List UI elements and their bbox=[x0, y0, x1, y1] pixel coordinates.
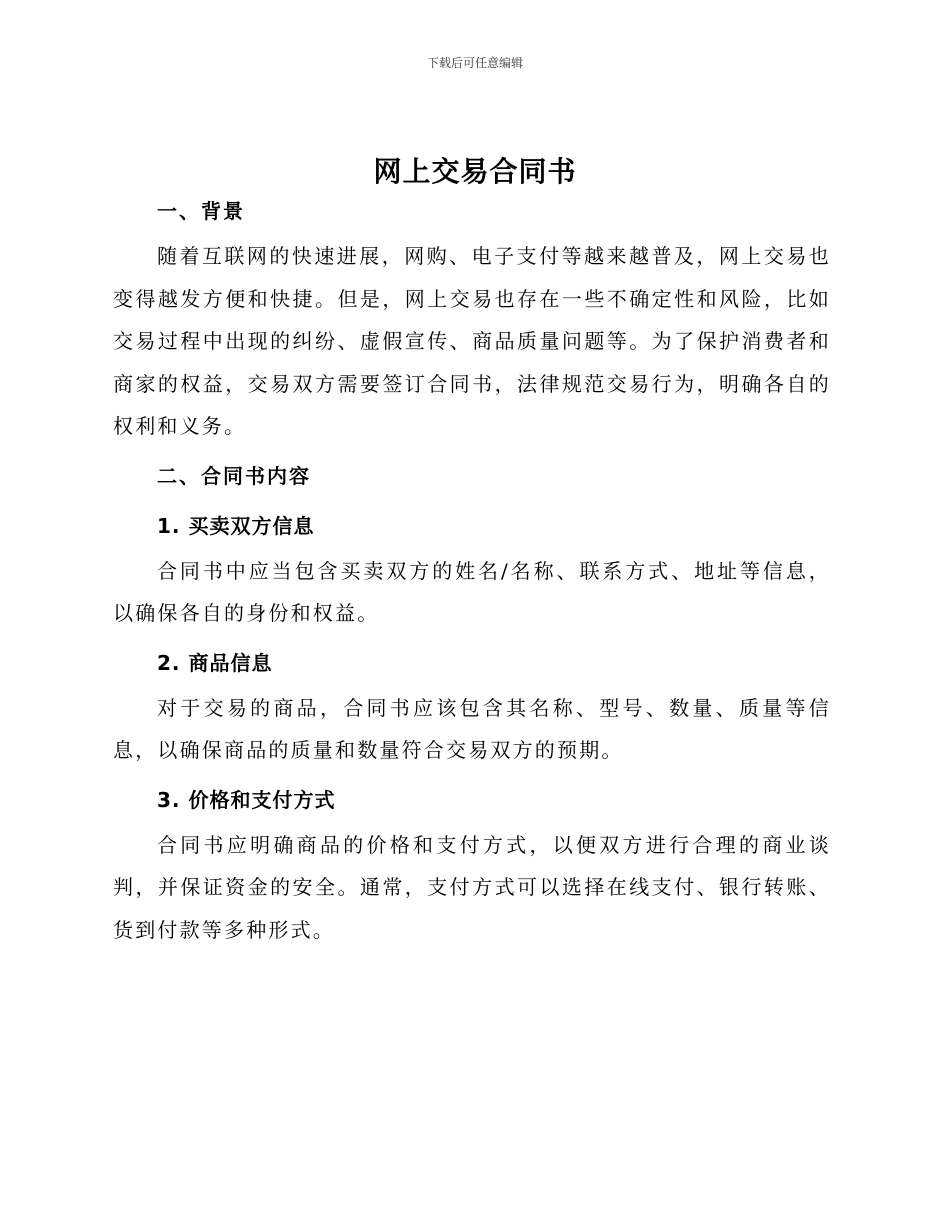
document-body bbox=[113, 193, 831, 951]
subsection-heading-product-info: 2. 商品信息 bbox=[157, 650, 273, 675]
section-heading-contract-content: 二、合同书内容 bbox=[157, 463, 311, 488]
subsection-heading-party-info: 1. 买卖双方信息 bbox=[157, 513, 315, 538]
paragraph-product-info: 对于交易的商品，合同书应该包含其名称、型号、数量、质量等信息，以确保商品的质量和数量符合交易双方的预期。 bbox=[113, 695, 831, 762]
paragraph-background: 随着互联网的快速进展，网购、电子支付等越来越普及，网上交易也变得越发方便和快捷。但是，网上交易也存在一些不确定性和风险，比如交易过程中出现的纠纷、虚假宣传、商品质量问题等。为了保护消费者和商家的权益，交易双方需要签订合同书，法律规范交易行为，明确各自的权利和义务。 bbox=[113, 244, 831, 438]
paragraph-price-payment: 合同书应明确商品的价格和支付方式，以便双方进行合理的商业谈判，并保证资金的安全。通常，支付方式可以选择在线支付、银行转账、货到付款等多种形式。 bbox=[113, 832, 831, 942]
section-heading-background: 一、背景 bbox=[157, 199, 245, 223]
document-title: 网上交易合同书 bbox=[373, 155, 577, 188]
paragraph-party-info: 合同书中应当包含买卖双方的姓名/名称、联系方式、地址等信息，以确保各自的身份和权益。 bbox=[113, 558, 831, 625]
subsection-heading-price-payment: 3. 价格和支付方式 bbox=[157, 787, 336, 812]
header-note: 下载后可任意编辑 bbox=[426, 56, 523, 70]
